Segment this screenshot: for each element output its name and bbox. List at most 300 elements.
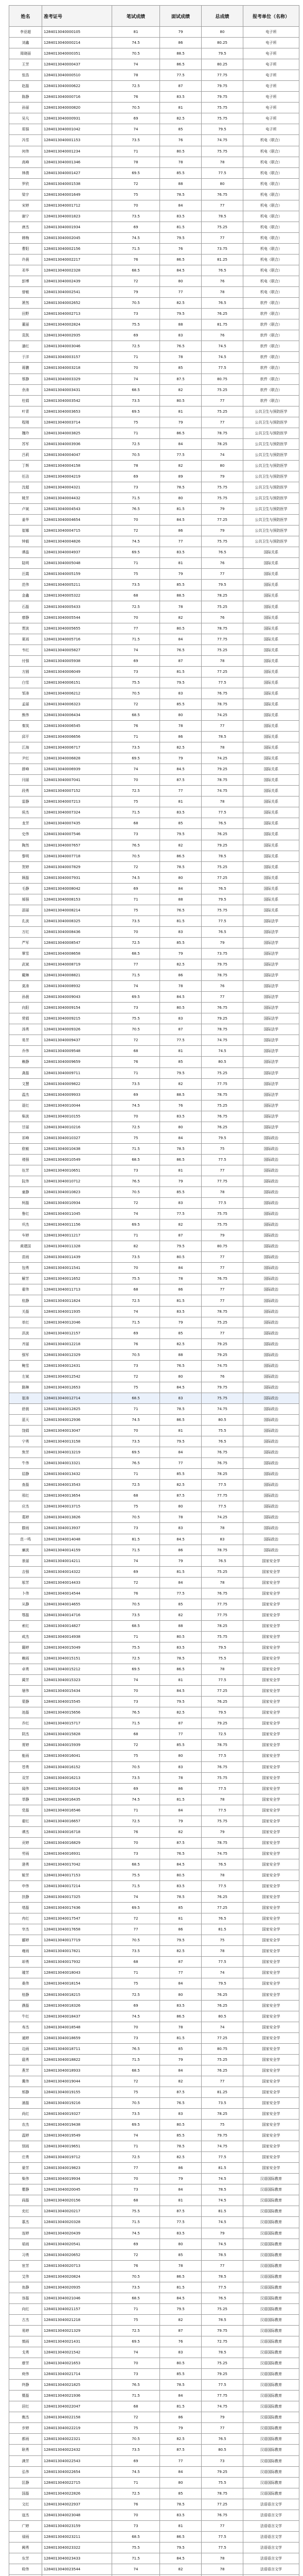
cell-name: 曾敏	[9, 287, 42, 298]
cell-written-score: 70.5	[112, 298, 160, 309]
cell-ticket-number: 1284013040015323	[42, 1675, 112, 1686]
cell-ticket-number: 1284013040010155	[42, 1111, 112, 1122]
cell-ticket-number: 1284013040022321	[42, 2434, 112, 2445]
cell-written-score: 68	[112, 818, 160, 829]
cell-name: 温杰	[9, 1089, 42, 1100]
cell-interview-score: 84	[160, 1132, 202, 1143]
cell-unit: 国际法学	[243, 1013, 299, 1024]
cell-unit: 电子所	[243, 124, 299, 135]
cell-ticket-number: 1284013040022158	[42, 2412, 112, 2423]
cell-total-score: 81.25	[202, 2087, 243, 2097]
cell-written-score: 68.5	[112, 1154, 160, 1165]
cell-name: 龙芳	[9, 818, 42, 829]
cell-name: 寿杰	[9, 2022, 42, 2032]
cell-name: 郝强	[9, 894, 42, 905]
cell-total-score: 76.25	[202, 1892, 243, 1903]
table-row	[9, 1132, 299, 1143]
cell-total-score: 79.5	[202, 48, 243, 59]
cell-name: 戈勇	[9, 2347, 42, 2358]
cell-ticket-number: 1284013040008436	[42, 926, 112, 937]
cell-total-score: 79.25	[202, 2369, 243, 2380]
cell-total-score: 77.25	[202, 515, 243, 526]
cell-written-score: 74	[112, 1555, 160, 1566]
cell-total-score: 76.25	[202, 1122, 243, 1132]
cell-name: 匡静	[9, 2477, 42, 2488]
cell-ticket-number: 1284013040005827	[42, 645, 112, 655]
cell-written-score: 74	[112, 124, 160, 135]
cell-total-score: 74.75	[202, 786, 243, 796]
cell-unit: 国家安全学	[243, 1935, 299, 1946]
cell-interview-score: 81	[160, 558, 202, 569]
cell-interview-score: 81	[160, 2520, 202, 2531]
cell-ticket-number: 1284013040002652	[42, 298, 112, 309]
cell-written-score: 76	[112, 721, 160, 732]
cell-total-score: 74.75	[202, 1403, 243, 1414]
cell-written-score: 68	[112, 1284, 160, 1295]
cell-interview-score: 81.5	[160, 1566, 202, 1577]
cell-written-score: 70.5	[112, 688, 160, 699]
cell-written-score: 73.5	[112, 2445, 160, 2455]
table-row	[9, 341, 299, 352]
table-row	[9, 2022, 299, 2032]
cell-written-score: 71	[112, 732, 160, 742]
cell-name: 茹雨	[9, 2239, 42, 2249]
cell-ticket-number: 1284013040011156	[42, 1219, 112, 1230]
cell-ticket-number: 1284013040016041	[42, 1751, 112, 1761]
cell-written-score: 72.5	[112, 1653, 160, 1664]
cell-ticket-number: 1284013040003714	[42, 417, 112, 428]
table-row	[9, 1653, 299, 1664]
cell-unit: 国际关系	[243, 547, 299, 558]
cell-unit: 机电（联合）	[243, 222, 299, 232]
cell-written-score: 74.5	[112, 2466, 160, 2477]
cell-interview-score: 85	[160, 2488, 202, 2499]
cell-written-score: 68.5	[112, 709, 160, 720]
table-row	[9, 1003, 299, 1013]
cell-total-score: 79.25	[202, 840, 243, 851]
cell-written-score: 69	[112, 883, 160, 894]
cell-unit: 国际政治	[243, 1317, 299, 1328]
cell-total-score: 76.5	[202, 2293, 243, 2303]
cell-interview-score: 76.5	[160, 1848, 202, 1859]
cell-ticket-number: 1284013040017153	[42, 1870, 112, 1880]
cell-ticket-number: 1284013040013654	[42, 1490, 112, 1501]
cell-unit: 汉语国际教育	[243, 2239, 299, 2249]
cell-written-score: 73.5	[112, 1078, 160, 1089]
cell-interview-score: 81	[160, 2195, 202, 2206]
cell-interview-score: 82	[160, 1609, 202, 1620]
cell-ticket-number: 1284013040022219	[42, 2423, 112, 2434]
cell-interview-score: 79	[160, 27, 202, 38]
table-row	[9, 2303, 299, 2314]
cell-total-score: 74	[202, 449, 243, 460]
cell-ticket-number: 1284013040004321	[42, 482, 112, 493]
cell-interview-score: 84.5	[160, 515, 202, 526]
cell-unit: 公共卫生与预防医学	[243, 449, 299, 460]
cell-name: 段勇	[9, 786, 42, 796]
table-row	[9, 2325, 299, 2336]
cell-unit: 国际法学	[243, 1024, 299, 1035]
cell-total-score: 79	[202, 504, 243, 515]
cell-name: 姜华	[9, 515, 42, 526]
cell-unit: 国际政治	[243, 1143, 299, 1154]
cell-name: 习勇	[9, 2249, 42, 2260]
cell-written-score: 72.5	[112, 937, 160, 948]
cell-total-score: 78.75	[202, 1545, 243, 1555]
cell-total-score: 74.25	[202, 1512, 243, 1523]
cell-interview-score: 82	[160, 2314, 202, 2325]
cell-ticket-number: 1284013040014544	[42, 1588, 112, 1599]
cell-total-score: 76.5	[202, 1859, 243, 1870]
cell-interview-score: 85.5	[160, 1187, 202, 1198]
cell-ticket-number: 1284013040020713	[42, 2260, 112, 2271]
cell-total-score: 76.75	[202, 1111, 243, 1122]
cell-name: 莘静	[9, 1794, 42, 1805]
cell-interview-score: 86	[160, 1545, 202, 1555]
cell-total-score: 77.5	[202, 2531, 243, 2542]
cell-unit: 公共卫生与预防医学	[243, 460, 299, 471]
cell-unit: 国际政治	[243, 1230, 299, 1241]
cell-name: 慕杰	[9, 2217, 42, 2228]
cell-unit: 国际关系	[243, 807, 299, 818]
cell-ticket-number: 1284013040005048	[42, 558, 112, 569]
cell-total-score: 78.25	[202, 1620, 243, 1631]
cell-name: 蒋鹏	[9, 363, 42, 374]
cell-total-score: 81.5	[202, 1924, 243, 1935]
cell-name: 阴杰	[9, 1729, 42, 1740]
cell-unit: 国际关系	[243, 721, 299, 732]
cell-ticket-number: 1284013040010823	[42, 1187, 112, 1198]
cell-unit: 国际法学	[243, 1100, 299, 1111]
table-row	[9, 1609, 299, 1620]
cell-interview-score: 87.5	[160, 374, 202, 384]
cell-unit: 法语语言文学	[243, 2553, 299, 2564]
cell-total-score: 77.5	[202, 1881, 243, 1892]
cell-name: 闫丽	[9, 775, 42, 786]
cell-name: 褚强	[9, 1154, 42, 1165]
cell-unit: 机电（联合）	[243, 146, 299, 157]
cell-ticket-number: 1284013040022654	[42, 2466, 112, 2477]
cell-unit: 国际政治	[243, 1426, 299, 1436]
cell-ticket-number: 1284013040018711	[42, 2043, 112, 2054]
cell-total-score: 80	[202, 178, 243, 189]
cell-unit: 国家安全学	[243, 1913, 299, 1924]
cell-total-score: 77	[202, 1295, 243, 1306]
cell-unit: 汉语国际教育	[243, 2423, 299, 2434]
cell-ticket-number: 1284013040020217	[42, 2206, 112, 2217]
cell-unit: 机电（联合）	[243, 254, 299, 265]
cell-name: 居红	[9, 2401, 42, 2412]
cell-total-score: 75.25	[202, 861, 243, 872]
cell-written-score: 77	[112, 2163, 160, 2174]
cell-ticket-number: 1284013040007041	[42, 775, 112, 786]
cell-total-score: 77.5	[202, 1805, 243, 1816]
cell-interview-score: 80	[160, 493, 202, 504]
cell-written-score: 74	[112, 1675, 160, 1686]
cell-written-score: 72	[112, 2412, 160, 2423]
cell-interview-score: 79.5	[160, 2303, 202, 2314]
table-row	[9, 2120, 299, 2130]
cell-unit: 国家安全学	[243, 1848, 299, 1859]
cell-written-score: 70	[112, 926, 160, 937]
cell-total-score: 78.5	[202, 851, 243, 861]
table-row	[9, 189, 299, 200]
table-row	[9, 2217, 299, 2228]
cell-ticket-number: 1284013040006717	[42, 742, 112, 753]
table-row	[9, 1805, 299, 1816]
cell-interview-score: 78	[160, 352, 202, 363]
cell-unit: 国际法学	[243, 1035, 299, 1046]
table-row	[9, 2152, 299, 2163]
table-row	[9, 1057, 299, 1067]
cell-name: 索红	[9, 1620, 42, 1631]
cell-total-score: 77.5	[202, 2542, 243, 2553]
cell-ticket-number: 1284013040023433	[42, 2553, 112, 2564]
cell-name: 耿勇	[9, 2445, 42, 2455]
cell-unit: 国家安全学	[243, 1686, 299, 1697]
cell-total-score: 78	[202, 1664, 243, 1675]
cell-written-score: 75	[112, 569, 160, 580]
table-row	[9, 948, 299, 959]
cell-ticket-number: 1284013040022047	[42, 2401, 112, 2412]
cell-name: 尚红	[9, 2109, 42, 2120]
cell-unit: 汉语国际教育	[243, 2455, 299, 2466]
cell-ticket-number: 1284013040011824	[42, 1295, 112, 1306]
cell-name: 覃雪	[9, 948, 42, 959]
cell-name: 萧然	[9, 298, 42, 309]
table-row	[9, 2109, 299, 2120]
cell-name: 齐丽	[9, 1338, 42, 1349]
cell-ticket-number: 1284013040017325	[42, 1892, 112, 1903]
cell-ticket-number: 1284013040000820	[42, 103, 112, 113]
cell-name: 范伟	[9, 580, 42, 590]
cell-ticket-number: 1284013040002713	[42, 309, 112, 319]
cell-written-score: 73	[112, 1697, 160, 1707]
cell-interview-score: 88.5	[160, 590, 202, 601]
table-row	[9, 1946, 299, 1957]
cell-unit: 国际关系	[243, 623, 299, 634]
cell-interview-score: 82.5	[160, 2152, 202, 2163]
cell-name: 舒晨	[9, 1403, 42, 1414]
table-row	[9, 1892, 299, 1903]
cell-interview-score: 79	[160, 569, 202, 580]
cell-written-score: 71.5	[112, 2217, 160, 2228]
cell-name: 应杰	[9, 1501, 42, 1512]
table-row	[9, 851, 299, 861]
cell-ticket-number: 1284013040018215	[42, 1989, 112, 2000]
cell-name: 韩梅	[9, 232, 42, 243]
cell-ticket-number: 1284013040009548	[42, 1046, 112, 1057]
cell-interview-score: 80	[160, 872, 202, 883]
cell-name: 尹红	[9, 753, 42, 764]
cell-interview-score: 79.5	[160, 1697, 202, 1707]
cell-written-score: 73.5	[112, 1436, 160, 1447]
cell-ticket-number: 1284013040020328	[42, 2217, 112, 2228]
table-row	[9, 1534, 299, 1545]
table-row	[9, 2488, 299, 2499]
cell-total-score: 73	[202, 2455, 243, 2466]
cell-ticket-number: 1284013040020824	[42, 2271, 112, 2282]
cell-total-score: 76	[202, 981, 243, 992]
cell-interview-score: 84.5	[160, 1534, 202, 1545]
cell-written-score: 71	[112, 1469, 160, 1480]
cell-interview-score: 78.5	[160, 189, 202, 200]
cell-unit: 国家安全学	[243, 1740, 299, 1751]
cell-total-score: 77	[202, 2260, 243, 2271]
cell-unit: 国际关系	[243, 742, 299, 753]
cell-name: 赖雨	[9, 1653, 42, 1664]
table-row	[9, 1978, 299, 1989]
cell-name: 殴伟	[9, 2564, 42, 2574]
cell-unit: 公共卫生与预防医学	[243, 417, 299, 428]
cell-name: 苗雨	[9, 1252, 42, 1263]
cell-ticket-number: 1284013040002217	[42, 254, 112, 265]
cell-total-score: 76.5	[202, 818, 243, 829]
cell-ticket-number: 1284013040004826	[42, 536, 112, 547]
cell-name: 单红	[9, 1317, 42, 1328]
cell-interview-score: 78.5	[160, 1653, 202, 1664]
table-row	[9, 1935, 299, 1946]
table-row	[9, 926, 299, 937]
table-row	[9, 2477, 299, 2488]
cell-total-score: 78.75	[202, 2488, 243, 2499]
cell-total-score: 81.5	[202, 2163, 243, 2174]
cell-unit: 国际政治	[243, 1295, 299, 1306]
cell-unit: 电子所	[243, 38, 299, 48]
cell-ticket-number: 1284013040010044	[42, 1100, 112, 1111]
cell-total-score: 79.5	[202, 1132, 243, 1143]
cell-ticket-number: 1284013040019327	[42, 2109, 112, 2120]
table-row	[9, 2228, 299, 2239]
table-row	[9, 1490, 299, 1501]
cell-ticket-number: 1284013040022543	[42, 2455, 112, 2466]
table-row	[9, 1675, 299, 1686]
table-row	[9, 623, 299, 634]
cell-total-score: 77.25	[202, 2499, 243, 2510]
cell-unit: 国家安全学	[243, 2065, 299, 2076]
cell-total-score: 79.25	[202, 1013, 243, 1024]
cell-unit: 国际政治	[243, 1209, 299, 1219]
cell-interview-score: 85	[160, 124, 202, 135]
cell-unit: 国家安全学	[243, 1892, 299, 1903]
cell-written-score: 73	[112, 1360, 160, 1371]
cell-interview-score: 80	[160, 1501, 202, 1512]
table-row	[9, 38, 299, 48]
cell-name: 张浩	[9, 70, 42, 81]
cell-interview-score: 79	[160, 948, 202, 959]
cell-interview-score: 80.5	[160, 146, 202, 157]
cell-total-score: 76	[202, 612, 243, 623]
cell-interview-score: 77	[160, 536, 202, 547]
cell-written-score: 72	[112, 276, 160, 287]
cell-ticket-number: 1284013040018437	[42, 2011, 112, 2022]
cell-total-score: 78.75	[202, 623, 243, 634]
cell-total-score: 78.75	[202, 970, 243, 981]
table-row	[9, 449, 299, 460]
cell-total-score: 77	[202, 2076, 243, 2087]
cell-ticket-number: 1284013040019438	[42, 2120, 112, 2130]
cell-total-score: 76.75	[202, 189, 243, 200]
cell-unit: 汉语国际教育	[243, 2206, 299, 2217]
cell-unit: 国家安全学	[243, 1859, 299, 1870]
cell-written-score: 70	[112, 2174, 160, 2184]
cell-name: 暨磊	[9, 2391, 42, 2401]
cell-total-score: 78	[202, 287, 243, 298]
cell-total-score: 74.75	[202, 135, 243, 146]
cell-unit: 国际政治	[243, 1306, 299, 1317]
cell-interview-score: 80	[160, 1122, 202, 1132]
cell-unit: 公共卫生与预防医学	[243, 504, 299, 515]
cell-interview-score: 80.5	[160, 1003, 202, 1013]
cell-name: 阎磊	[9, 2195, 42, 2206]
cell-interview-score: 79.5	[160, 1241, 202, 1252]
cell-name: 扈勇	[9, 2054, 42, 2065]
cell-total-score: 78.75	[202, 428, 243, 438]
cell-unit: 国际政治	[243, 1371, 299, 1382]
cell-total-score: 77	[202, 1328, 243, 1338]
cell-name: 邢红	[9, 1490, 42, 1501]
cell-unit: 电子所	[243, 103, 299, 113]
cell-written-score: 69.5	[112, 2120, 160, 2130]
cell-total-score: 79.5	[202, 894, 243, 905]
cell-interview-score: 84	[160, 1978, 202, 1989]
cell-written-score: 70	[112, 1426, 160, 1436]
cell-interview-score: 87	[160, 2325, 202, 2336]
table-row	[9, 124, 299, 135]
cell-name: 孙丽	[9, 103, 42, 113]
cell-ticket-number: 1284013040003431	[42, 384, 112, 395]
cell-unit: 国家安全学	[243, 1881, 299, 1892]
table-row	[9, 1588, 299, 1599]
cell-unit: 国际政治	[243, 1338, 299, 1349]
cell-total-score: 79.75	[202, 1382, 243, 1393]
cell-interview-score: 83	[160, 2109, 202, 2120]
table-row	[9, 1848, 299, 1859]
cell-written-score: 72	[112, 1577, 160, 1588]
cell-total-score: 78.75	[202, 1306, 243, 1317]
cell-interview-score: 85	[160, 1328, 202, 1338]
cell-name: 邬芳	[9, 1577, 42, 1588]
cell-written-score: 70.5	[112, 2097, 160, 2108]
cell-total-score: 79.5	[202, 1707, 243, 1718]
cell-interview-score: 80.5	[160, 2120, 202, 2130]
cell-total-score: 75.25	[202, 2054, 243, 2065]
cell-interview-score: 76.5	[160, 1360, 202, 1371]
cell-name: 党磊	[9, 1805, 42, 1816]
table-row	[9, 1740, 299, 1751]
table-row	[9, 167, 299, 178]
cell-name: 弘伟	[9, 2466, 42, 2477]
cell-ticket-number: 1284013040011541	[42, 1263, 112, 1274]
cell-interview-score: 87.5	[160, 775, 202, 786]
cell-ticket-number: 1284013040021157	[42, 2303, 112, 2314]
cell-ticket-number: 1284013040014159	[42, 1545, 112, 1555]
cell-unit: 国家安全学	[243, 1664, 299, 1675]
cell-interview-score: 85.5	[160, 580, 202, 590]
cell-interview-score: 88.5	[160, 48, 202, 59]
cell-interview-score: 84.5	[160, 1686, 202, 1697]
table-row	[9, 1512, 299, 1523]
cell-total-score: 75.25	[202, 645, 243, 655]
cell-name: 毛静	[9, 883, 42, 894]
cell-ticket-number: 1284013040018326	[42, 2000, 112, 2011]
table-row	[9, 645, 299, 655]
cell-interview-score: 81.5	[160, 222, 202, 232]
cell-interview-score: 79	[160, 753, 202, 764]
cell-written-score: 71.5	[112, 1317, 160, 1328]
cell-written-score: 73	[112, 829, 160, 840]
cell-total-score: 77.5	[202, 2380, 243, 2391]
